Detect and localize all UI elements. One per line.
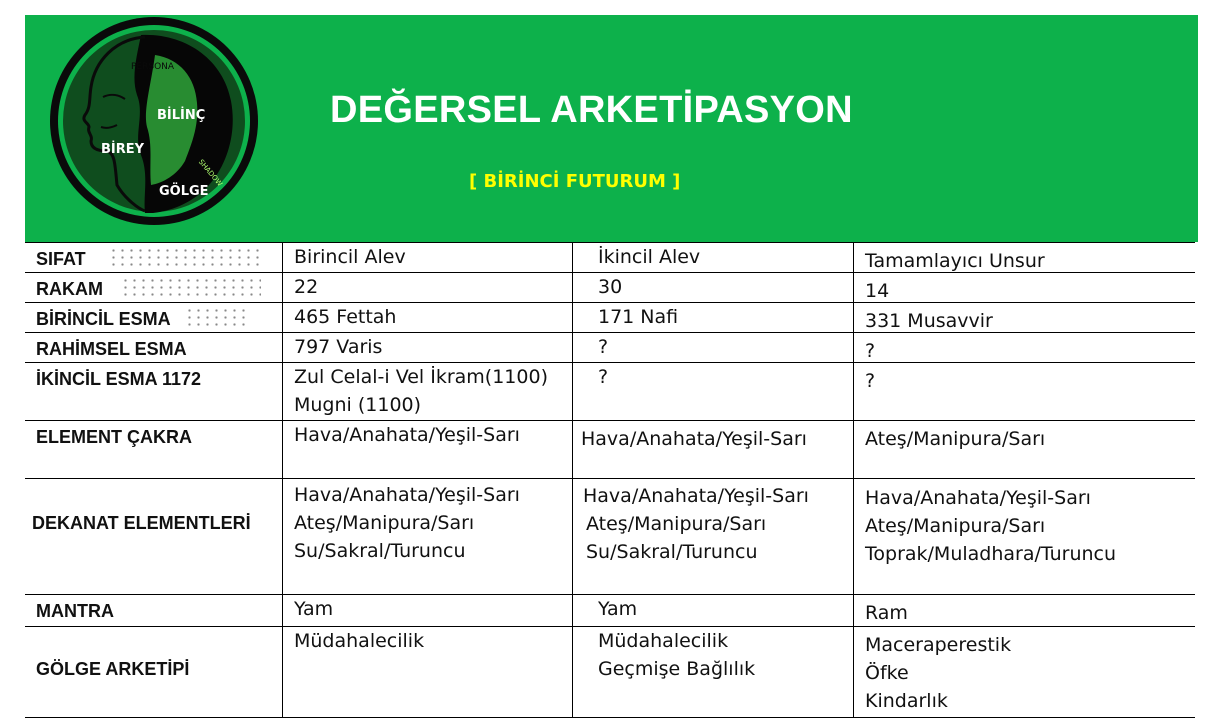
page-subtitle: [ BİRİNCİ FUTURUM ] xyxy=(469,171,681,192)
cell-primary: 797 Varis xyxy=(282,333,572,363)
logo-label-persona: PERSONA xyxy=(131,62,175,72)
cell-secondary: Müdahalecilik Geçmişe Bağlılık xyxy=(572,627,853,717)
row-label: MANTRA xyxy=(36,601,114,621)
cell-secondary: ? xyxy=(572,363,853,421)
archetype-table xyxy=(25,242,1195,716)
table-row xyxy=(25,242,1195,273)
cell-secondary: Yam xyxy=(572,595,853,627)
archetype-logo xyxy=(45,15,263,227)
cell-complementary: Hava/Anahata/Yeşil-Sarı Ateş/Manipura/Sarı Toprak/Muladhara/Turuncu xyxy=(853,479,1195,595)
row-label: ELEMENT ÇAKRA xyxy=(36,427,192,447)
cell-primary: Müdahalecilik xyxy=(282,627,572,717)
table-row xyxy=(25,332,1195,363)
cell-complementary: ? xyxy=(853,363,1195,421)
row-label: SIFAT xyxy=(25,243,282,273)
cell-complementary: Maceraperestik Öfke Kindarlık xyxy=(853,627,1195,717)
cell-secondary: 171 Nafi xyxy=(572,303,853,333)
cell-complementary: Ram xyxy=(853,595,1195,627)
table-row xyxy=(25,478,1195,595)
cell-primary: Hava/Anahata/Yeşil-Sarı Ateş/Manipura/Sarı Su/Sakral/Turuncu xyxy=(282,479,572,595)
cell-secondary: Hava/Anahata/Yeşil-Sarı Ateş/Manipura/Sarı Su/Sakral/Turuncu xyxy=(572,479,853,595)
table-row xyxy=(25,302,1195,333)
cell-primary: Yam xyxy=(282,595,572,627)
logo-label-shadow: SHADOW xyxy=(196,158,224,188)
logo-label-birey: BİREY xyxy=(101,142,145,157)
row-label: RAHİMSEL ESMA xyxy=(36,339,187,359)
cell-complementary: 331 Musavvir xyxy=(853,303,1195,333)
cell-secondary: 30 xyxy=(572,273,853,303)
cell-primary: Zul Celal-i Vel İkram(1100) Mugni (1100) xyxy=(282,363,572,421)
row-label: DEKANAT ELEMENTLERİ xyxy=(32,513,251,533)
table-row xyxy=(25,362,1195,421)
cell-primary: Birincil Alev xyxy=(282,243,572,273)
cell-secondary: Hava/Anahata/Yeşil-Sarı xyxy=(572,421,853,479)
table-row xyxy=(25,626,1195,718)
table-row xyxy=(25,594,1195,627)
cell-primary: Hava/Anahata/Yeşil-Sarı xyxy=(282,421,572,479)
cell-primary: 22 xyxy=(282,273,572,303)
cell-secondary: ? xyxy=(572,333,853,363)
table-row xyxy=(25,272,1195,303)
logo-label-bilinc: BİLİNÇ xyxy=(157,108,206,123)
cell-complementary: ? xyxy=(853,333,1195,363)
table-row xyxy=(25,420,1195,479)
logo-label-golge: GÖLGE xyxy=(159,184,209,199)
cell-secondary: İkincil Alev xyxy=(572,243,853,273)
logo-graphic xyxy=(45,15,263,227)
row-label: BİRİNCİL ESMA xyxy=(25,303,282,333)
cell-complementary: Ateş/Manipura/Sarı xyxy=(853,421,1195,479)
row-label: GÖLGE ARKETİPİ xyxy=(36,659,190,679)
row-label: İKİNCİL ESMA 1172 xyxy=(36,369,202,389)
cell-complementary: Tamamlayıcı Unsur xyxy=(853,243,1195,273)
cell-complementary: 14 xyxy=(853,273,1195,303)
page-title: DEĞERSEL ARKETİPASYON xyxy=(330,89,853,131)
header-banner xyxy=(25,15,1198,242)
cell-primary: 465 Fettah xyxy=(282,303,572,333)
row-label: RAKAM xyxy=(25,273,282,303)
